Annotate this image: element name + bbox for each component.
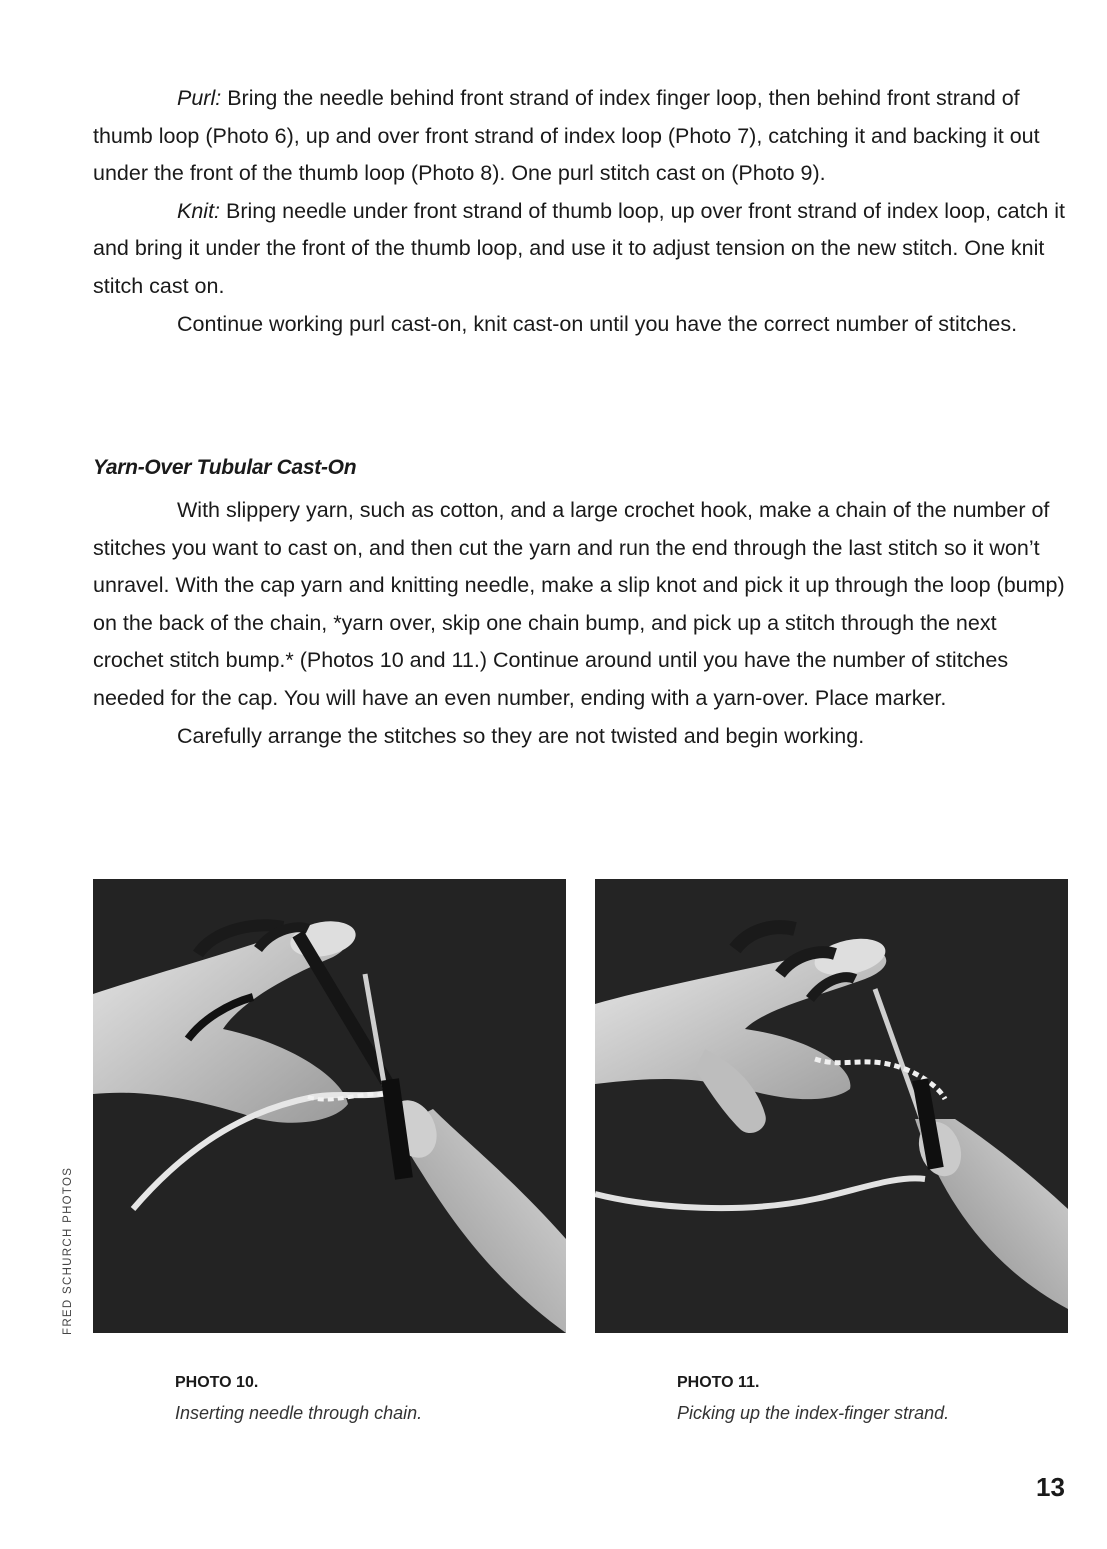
photo-10-caption: Inserting needle through chain. xyxy=(175,1403,423,1423)
purl-text: Bring the needle behind front strand of index finger loop, then behind front strand of thumb loop (Photo 6), up and over front strand of index loop (Photo 7), catching it and backing it out under the front of the thumb loop (Photo 8). One purl stitch cast on (Photo 9). xyxy=(93,86,1040,186)
continue-paragraph: Continue working purl cast-on, knit cast-on until you have the correct number of stitches. xyxy=(177,311,1018,336)
tubular-paragraph-1: With slippery yarn, such as cotton, and a large crochet hook, make a chain of the number of stitches you want to cast on, and then cut the yarn and run the end through the last stitch so it won’t unravel. With the cap yarn and knitting needle, make a slip knot and pick it up through the loop (bump) on the back of the chain, *yarn over, skip one chain bump, and pick up a stitch through the next crochet stitch bump.* (Photos 10 and 11.) Continue around until you have the number of stitches needed for the cap. You will have an even number, ending with a yarn-over. Place marker. xyxy=(93,498,1065,710)
tubular-cast-on-instructions xyxy=(93,492,1073,755)
purl-knit-instructions xyxy=(93,80,1073,343)
photo-10-image xyxy=(93,879,566,1333)
photo-credit: FRED SCHURCH PHOTOS xyxy=(62,1166,74,1335)
knit-label: Knit: xyxy=(177,198,221,223)
photo-11-label: PHOTO 11. xyxy=(677,1374,760,1391)
knit-paragraph xyxy=(93,193,1073,306)
tubular-paragraph-2: Carefully arrange the stitches so they are not twisted and begin working. xyxy=(177,723,865,748)
photo-10-label: PHOTO 10. xyxy=(175,1374,259,1391)
photo-11-caption: Picking up the index-finger strand. xyxy=(677,1403,950,1423)
photo-11-image xyxy=(595,879,1068,1333)
knit-text: Bring needle under front strand of thumb loop, up over front strand of index loop, catch it and bring it under the front of the thumb loop, and use it to adjust tension on the new stitch. One knit stitch cast on. xyxy=(93,198,1066,298)
section-heading: Yarn-Over Tubular Cast-On xyxy=(93,456,357,479)
purl-paragraph xyxy=(93,80,1073,193)
page-number: 13 xyxy=(1036,1472,1065,1502)
purl-label: Purl: xyxy=(177,86,222,110)
